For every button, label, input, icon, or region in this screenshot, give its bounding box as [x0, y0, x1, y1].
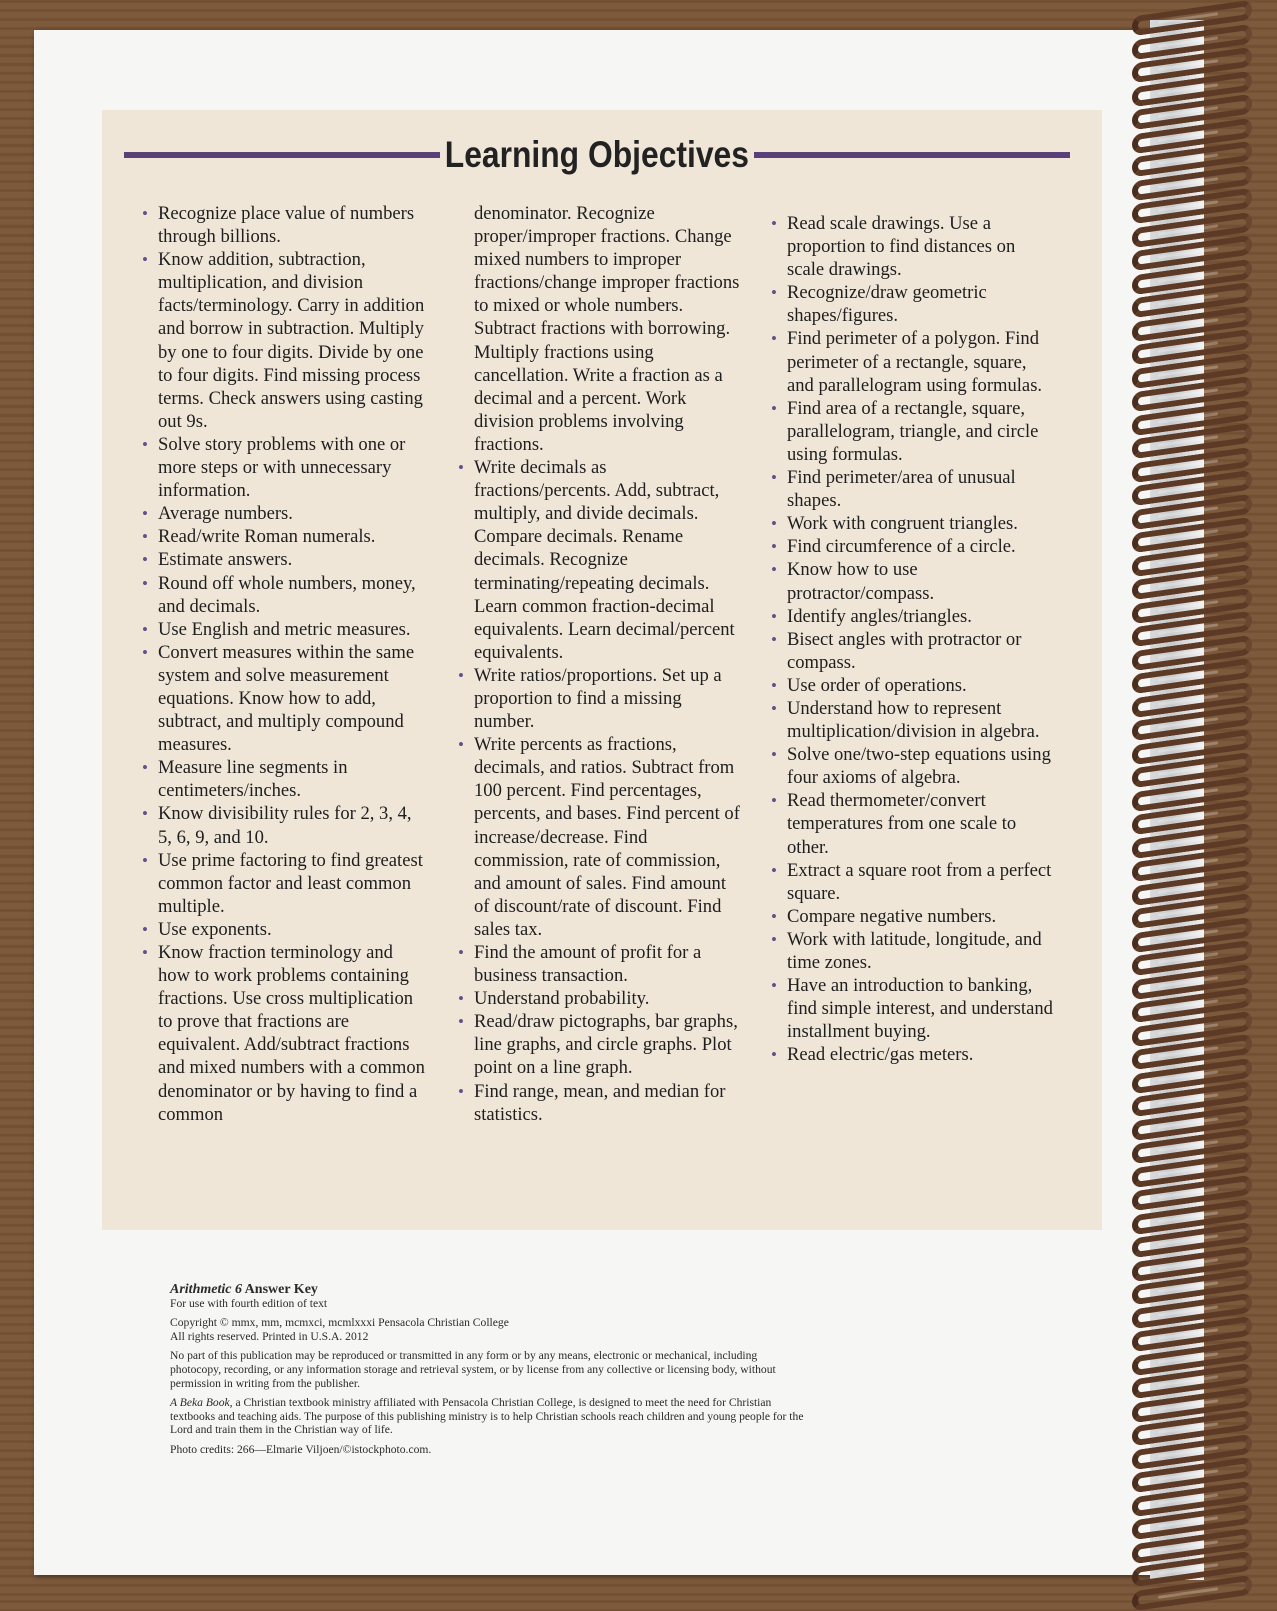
- objective-text: Find the amount of profit for a business transaction.: [474, 942, 702, 987]
- objective-text: Solve story problems with one or more steps or with unnecessary information.: [158, 433, 406, 502]
- objective-item: [458, 941, 743, 987]
- bullet-icon: •: [771, 929, 777, 949]
- objective-text: Measure line segments in centimeters/inches.: [158, 757, 348, 802]
- bullet-icon: •: [142, 850, 148, 870]
- objective-text: Find perimeter/area of unusual shapes.: [787, 467, 1016, 512]
- bullet-icon: •: [142, 919, 148, 939]
- bullet-icon: •: [142, 204, 148, 223]
- objective-item: [771, 466, 1056, 512]
- objective-item: [771, 905, 1056, 928]
- bullet-icon: •: [771, 214, 777, 233]
- book-title-suffix: Answer Key: [241, 1282, 318, 1297]
- objective-text: Round off whole numbers, money, and decimals.: [158, 572, 416, 617]
- bullet-icon: •: [458, 735, 464, 755]
- bullet-icon: •: [142, 642, 148, 662]
- objective-text: Read/write Roman numerals.: [158, 526, 376, 548]
- objective-text: Use order of operations.: [787, 674, 967, 696]
- objective-text: Recognize/draw geometric shapes/figures.: [787, 282, 987, 327]
- bullet-icon: •: [771, 468, 777, 488]
- objectives-column-2: [458, 202, 743, 1126]
- publisher-name: A Beka Book,: [170, 1396, 233, 1410]
- bullet-icon: •: [771, 537, 777, 557]
- bullet-icon: •: [458, 1012, 464, 1032]
- objective-item: [771, 558, 1056, 604]
- bullet-icon: •: [142, 619, 148, 639]
- objective-text: Write ratios/proportions. Set up a proportion to find a missing number.: [474, 664, 722, 733]
- objective-text: Bisect angles with protractor or compass.: [787, 628, 1022, 673]
- objective-text: Use English and metric measures.: [158, 618, 411, 640]
- book-title: Arithmetic 6: [170, 1282, 242, 1297]
- objectives-list: [142, 202, 427, 1126]
- objective-text: Work with congruent triangles.: [787, 513, 1018, 535]
- objective-item: [142, 802, 427, 848]
- objective-text: Use prime factoring to find greatest common factor and least common multiple.: [158, 849, 423, 917]
- objectives-column-3: [771, 212, 1056, 1066]
- page-title: Learning Objectives: [444, 134, 750, 175]
- objective-text: Write decimals as fractions/percents. Add, subtract, multiply, and divide decimals. Compare decimals. Rename decimals. Recognize terminating/repeating decimals. Learn common fraction-decimal equivalents. Learn decimal/percent equivalents.: [474, 457, 735, 663]
- objective-text: Compare negative numbers.: [787, 905, 997, 927]
- learning-objectives-panel: [102, 110, 1102, 1230]
- objective-item: [771, 512, 1056, 535]
- bullet-icon: •: [771, 283, 777, 303]
- objective-item: [771, 1043, 1056, 1066]
- bullet-icon: •: [771, 745, 777, 765]
- objective-item: [142, 433, 427, 502]
- objective-item: [771, 281, 1056, 327]
- bullet-icon: •: [142, 504, 148, 524]
- title-rule-right: [754, 152, 1070, 158]
- objective-item: [142, 548, 427, 571]
- objective-item: [771, 605, 1056, 628]
- objective-text: Know divisibility rules for 2, 3, 4, 5, 6, 9, and 10.: [158, 803, 412, 848]
- bullet-icon: •: [458, 1081, 464, 1101]
- objective-text: Extract a square root from a perfect square.: [787, 859, 1052, 904]
- edition-note: For use with fourth edition of text: [170, 1296, 328, 1310]
- bullet-icon: •: [142, 573, 148, 593]
- bullet-icon: •: [771, 791, 777, 811]
- bullet-icon: •: [142, 758, 148, 778]
- objective-item: [458, 733, 743, 941]
- bullet-icon: •: [458, 458, 464, 478]
- objective-item: [771, 743, 1056, 789]
- objective-item: [771, 928, 1056, 974]
- objective-text: Understand probability.: [474, 988, 650, 1010]
- bullet-icon: •: [458, 943, 464, 962]
- bullet-icon: •: [771, 976, 777, 996]
- objective-item: [142, 502, 427, 525]
- objective-item: [142, 525, 427, 548]
- objective-item: [771, 327, 1056, 396]
- spiral-binding: [1118, 0, 1277, 1600]
- objective-item: [458, 1010, 743, 1079]
- objectives-list: [458, 456, 743, 1126]
- objective-text: Know fraction terminology and how to work problems containing fractions. Use cross multiplication to prove that fractions are equivalent. Add/subtract fractions and mixed numbers with a common denominator or by having to find a common: [158, 942, 425, 1125]
- copyright-line: Copyright © mmx, mm, mcmxci, mcmlxxxi Pensacola Christian College: [170, 1316, 509, 1330]
- bullet-icon: •: [142, 434, 148, 454]
- bullet-icon: •: [458, 989, 464, 1009]
- bullet-icon: •: [142, 943, 148, 962]
- objective-text: Read scale drawings. Use a proportion to find distances on scale drawings.: [787, 213, 1016, 281]
- bullet-icon: •: [771, 675, 777, 695]
- bullet-icon: •: [142, 550, 148, 570]
- continued-item: denominator. Recognize proper/improper fractions. Change mixed numbers to improper fractions/change improper fractions to mixed or whole numbers. Subtract fractions with borrowing. Multiply fractions using cancellation. Write a fraction as a decimal and a percent. Work division problems involving fractions.: [474, 203, 740, 455]
- objective-text: Solve one/two-step equations using four axioms of algebra.: [787, 744, 1051, 789]
- bullet-icon: •: [458, 665, 464, 685]
- objective-text: Estimate answers.: [158, 549, 293, 571]
- objective-text: Know how to use protractor/compass.: [787, 559, 935, 604]
- objective-text: Write percents as fractions, decimals, and ratios. Subtract from 100 percent. Find percentages, percents, and bases. Find percent of increase/decrease. Find commission, rate of commission, and amount of sales. Find amount of discount/rate of discount. Find sales tax.: [474, 734, 740, 940]
- objective-item: [771, 697, 1056, 743]
- objective-text: Work with latitude, longitude, and time zones.: [787, 928, 1042, 973]
- objective-item: [771, 535, 1056, 558]
- objective-text: Read thermometer/convert temperatures from one scale to other.: [787, 790, 1017, 858]
- objective-item: [142, 941, 427, 1126]
- publisher-statement: [170, 1396, 810, 1437]
- objective-text: Know addition, subtraction, multiplication, and division facts/terminology. Carry in addition and borrow in subtraction. Multiply by one to four digits. Divide by one to four digits. Find missing process terms. Check answers using casting out 9s.: [158, 249, 425, 432]
- objective-item: [771, 212, 1056, 281]
- bullet-icon: •: [142, 804, 148, 824]
- objective-text: Read/draw pictographs, bar graphs, line graphs, and circle graphs. Plot point on a line graph.: [474, 1011, 738, 1079]
- objective-text: Have an introduction to banking, find simple interest, and understand installment buying.: [787, 975, 1053, 1043]
- objective-item: [458, 664, 743, 733]
- objective-text: Read electric/gas meters.: [787, 1044, 974, 1066]
- bullet-icon: •: [771, 629, 777, 649]
- objective-item: [142, 572, 427, 618]
- bullet-icon: •: [771, 1045, 777, 1065]
- objective-text: Convert measures within the same system and solve measurement equations. Know how to add, subtract, and multiply compound measures.: [158, 641, 415, 756]
- publisher-text: a Christian textbook ministry affiliated with Pensacola Christian College, is designed to meet the need for Christian textbooks and teaching aids. The purpose of this publishing ministry is to help Christian schools reach children and young people for the Lord and train them in the Christian way of life.: [170, 1396, 804, 1437]
- reproduction-notice: No part of this publication may be reproduced or transmitted in any form or by any means, electronic or mechanical, including photocopy, recording, or any information storage and retrieval system, or by license from any collective or licensing body, without permission in writing from the publisher.: [170, 1349, 776, 1390]
- copyright-footer: [170, 1283, 810, 1463]
- objective-item: [142, 849, 427, 918]
- bullet-icon: •: [142, 527, 148, 547]
- book-page: [34, 30, 1194, 1575]
- bullet-icon: •: [771, 860, 777, 880]
- objective-item: [142, 756, 427, 802]
- objective-item: [771, 974, 1056, 1043]
- objective-item: [142, 918, 427, 941]
- objective-text: Find area of a rectangle, square, parallelogram, triangle, and circle using formulas.: [787, 397, 1039, 465]
- objective-text: Recognize place value of numbers through billions.: [158, 203, 415, 248]
- bullet-icon: •: [771, 560, 777, 580]
- objective-item: [771, 789, 1056, 858]
- bullet-icon: •: [771, 329, 777, 349]
- objective-item: [142, 248, 427, 433]
- objective-item: [142, 202, 427, 248]
- objectives-column-1: [142, 202, 427, 1126]
- objective-item: [142, 641, 427, 756]
- rights-line: All rights reserved. Printed in U.S.A. 2012: [170, 1329, 369, 1343]
- objective-text: Find circumference of a circle.: [787, 536, 1016, 558]
- bullet-icon: •: [771, 698, 777, 718]
- objective-item: [771, 674, 1056, 697]
- title-rule-left: [124, 152, 440, 158]
- objective-text: Use exponents.: [158, 918, 272, 940]
- objective-text: Find perimeter of a polygon. Find perimeter of a rectangle, square, and parallelogram using formulas.: [787, 328, 1043, 396]
- bullet-icon: •: [771, 606, 777, 626]
- objective-text: Average numbers.: [158, 503, 293, 525]
- objective-item: [771, 859, 1056, 905]
- objective-text: Identify angles/triangles.: [787, 605, 972, 627]
- objective-text: Understand how to represent multiplication/division in algebra.: [787, 697, 1040, 743]
- objective-item: [142, 618, 427, 641]
- bullet-icon: •: [771, 398, 777, 418]
- bullet-icon: •: [771, 906, 777, 926]
- objective-item: [458, 456, 743, 664]
- objective-text: Find range, mean, and median for statistics.: [474, 1080, 726, 1125]
- photo-credits: Photo credits: 266—Elmarie Viljoen/©istockphoto.com.: [170, 1442, 432, 1456]
- objective-item: [771, 397, 1056, 466]
- title-row: [124, 130, 1070, 180]
- objective-item: [458, 1080, 743, 1126]
- objective-item: [458, 987, 743, 1010]
- objectives-list: [771, 212, 1056, 1066]
- objective-item: [771, 628, 1056, 674]
- book-title-line: [170, 1283, 810, 1297]
- bullet-icon: •: [771, 514, 777, 534]
- bullet-icon: •: [142, 250, 148, 270]
